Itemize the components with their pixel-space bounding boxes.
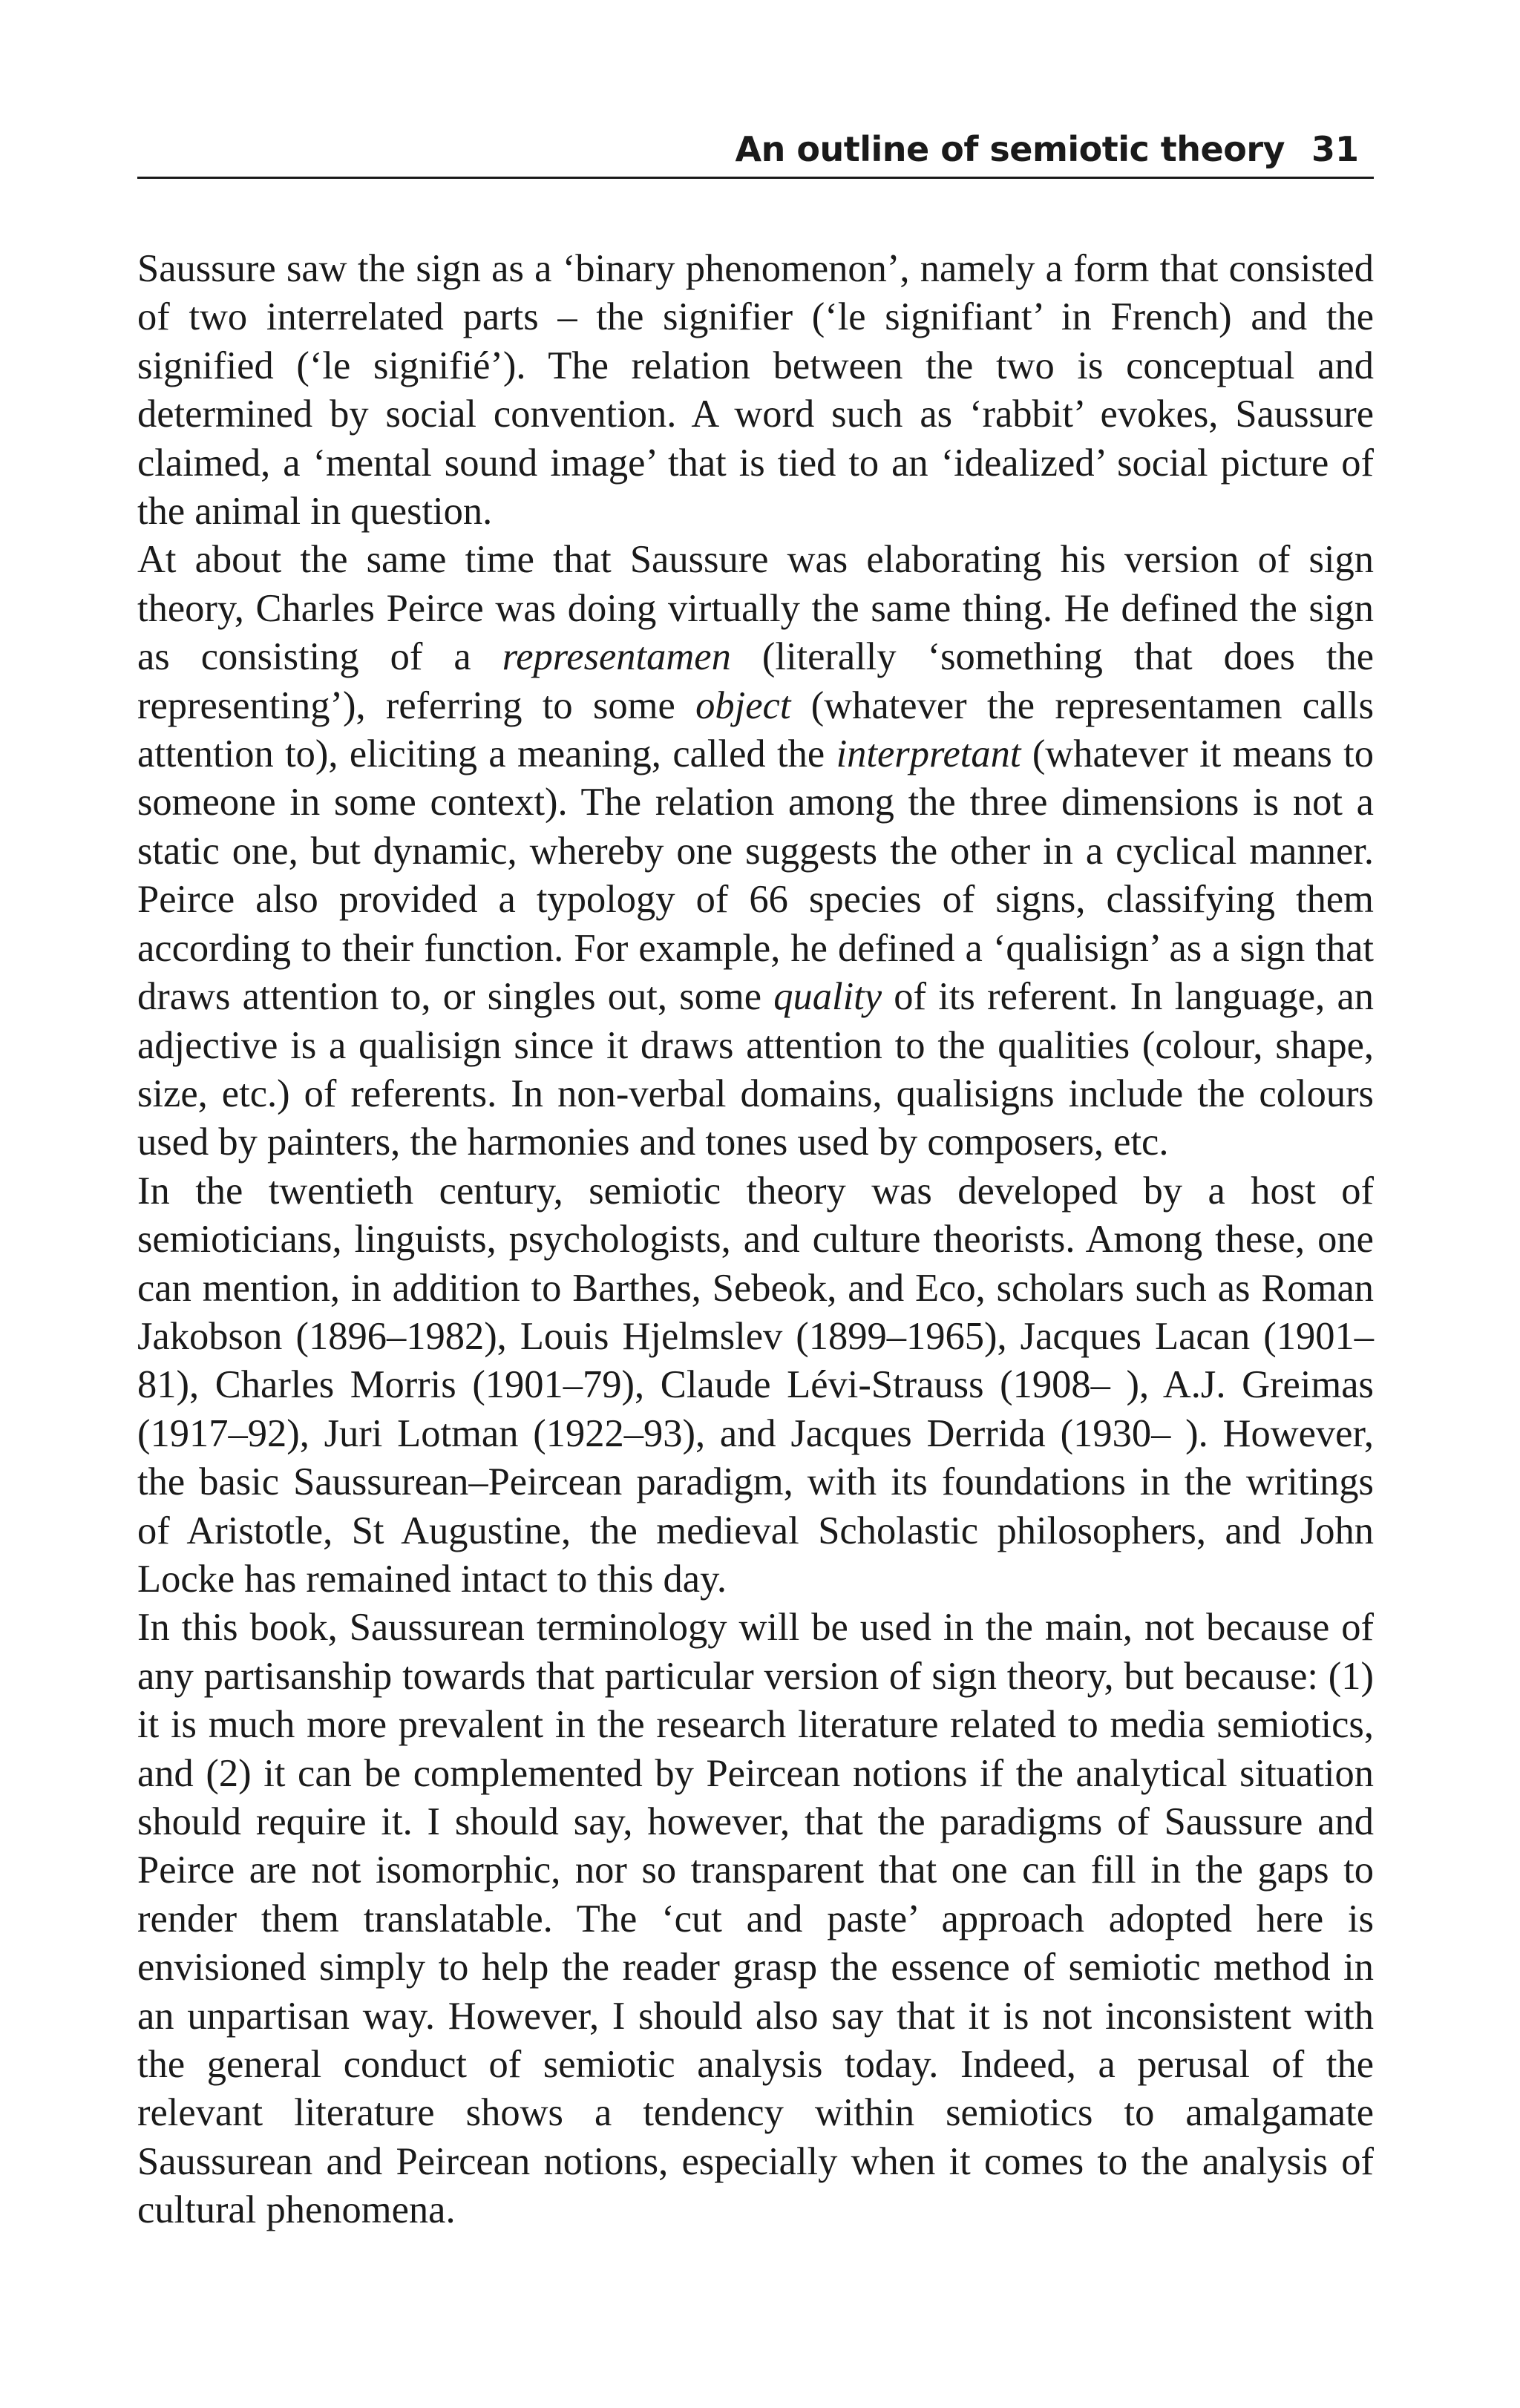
italic-term: object [695, 683, 791, 727]
text-run: At about the same time that Saussure was elaborating his version of sign theory, Charles Peirce was doing virtually the same thing. He defined the sign as consisting of a [137, 538, 1374, 679]
text-run: of its referent. In language, an adjective is a qualisign since it draws attention to the qualities (colour, shape, size, etc.) of referents. In non-verbal domains, qualisigns include the colours used by painters, the harmonies and tones used by composers, etc. [137, 975, 1374, 1164]
text-run: (literally ‘something that does the representing’), referring to some [137, 635, 1374, 727]
paragraph [137, 245, 1374, 536]
text-run: (whatever it means to someone in some context). The relation among the three dimensions is not a static one, but dynamic, whereby one suggests the other in a cyclical manner. Peirce also provided a typology of 66 species of signs, classifying them according to their function. For example, he defined a ‘qualisign’ as a sign that draws attention to, or singles out, some [137, 732, 1374, 1019]
paragraph [137, 536, 1374, 1167]
italic-term: interpretant [836, 732, 1021, 776]
paragraph [137, 1604, 1374, 2234]
page-number: 31 [1311, 129, 1359, 169]
paragraph [137, 1167, 1374, 1604]
italic-term: representamen [502, 635, 731, 679]
text-run: Saussure saw the sign as a ‘binary phenomenon’, namely a form that consisted of two interrelated parts – the signifier (‘le signifiant’ in French) and the signified (‘le signifié’). The relation between the two is conceptual and determined by social convention. A word such as ‘rabbit’ evokes, Saussure claimed, a ‘mental sound image’ that is tied to an ‘idealized’ social picture of the animal in question. [137, 247, 1374, 534]
text-run: In this book, Saussurean terminology will be used in the main, not because of any partisanship towards that particular version of sign theory, but because: (1) it is much more prevalent in the research literature related to media semiotics, and (2) it can be complemented by Peircean notions if the analytical situation should require it. I should say, however, that the paradigms of Saussure and Peirce are not isomorphic, nor so transparent that one can fill in the gaps to render them translatable. The ‘cut and paste’ approach adopted here is envisioned simply to help the reader grasp the essence of semiotic method in an unpartisan way. However, I should also say that it is not inconsistent with the general conduct of semiotic analysis today. Indeed, a perusal of the relevant literature shows a tendency within semiotics to amalgamate Saussurean and Peircean notions, especially when it comes to the analysis of cultural phenomena. [137, 1606, 1374, 2232]
text-run: In the twentieth century, semiotic theory was developed by a host of semioticians, linguists, psychologists, and culture theorists. Among these, one can mention, in addition to Barthes, Sebeok, and Eco, scholars such as Roman Jakobson (1896–1982), Louis Hjelmslev (1899–1965), Jacques Lacan (1901–81), Charles Morris (1901–79), Claude Lévi-Strauss (1908– ), A.J. Greimas (1917–92), Juri Lotman (1922–93), and Jacques Derrida (1930– ). However, the basic Saussurean–Peircean paradigm, with its foundations in the writings of Aristotle, St Augustine, the medieval Scholastic philosophers, and John Locke has remained intact to this day. [137, 1169, 1374, 1601]
running-title: An outline of semiotic theory [735, 129, 1285, 169]
running-head [137, 125, 1374, 179]
body-text [137, 245, 1374, 2235]
text-run: (whatever the representamen calls attention to), eliciting a meaning, called the [137, 683, 1375, 776]
italic-term: quality [773, 975, 882, 1019]
